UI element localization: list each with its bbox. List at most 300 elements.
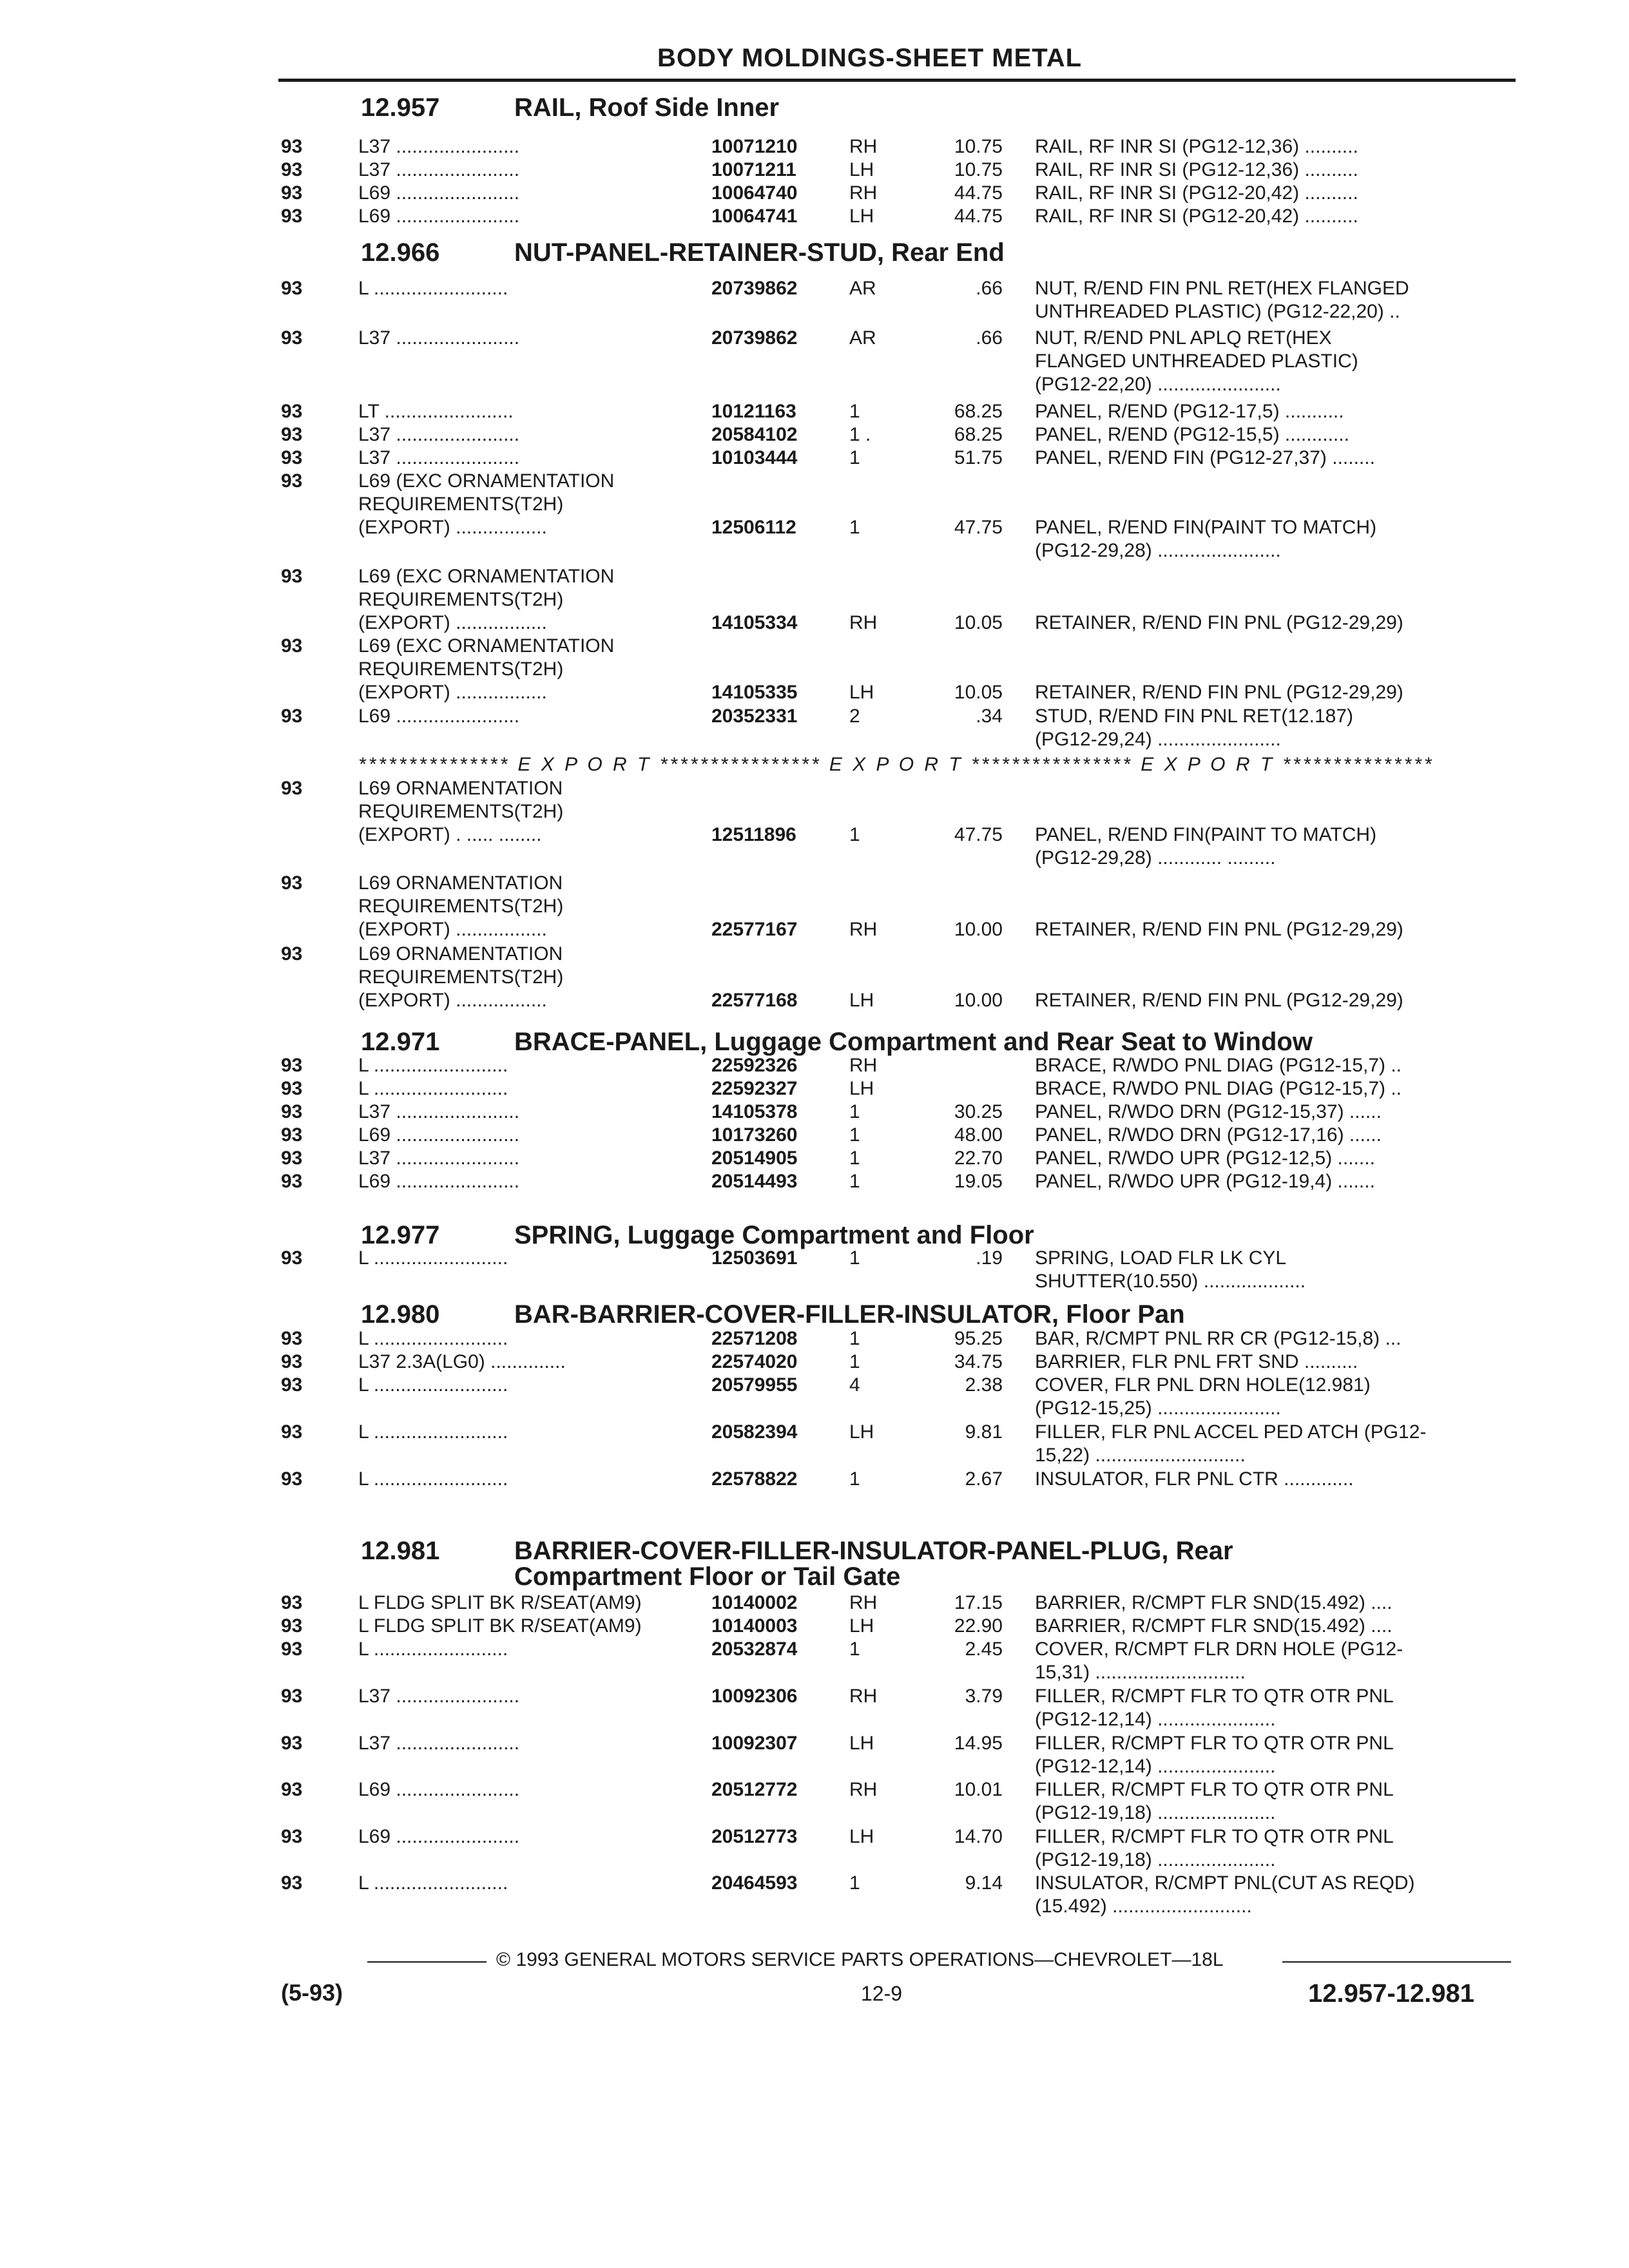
section-title-continued: Compartment Floor or Tail Gate	[514, 1562, 901, 1591]
export-banner: *************** E X P O R T **************** E X P O R T **************** E X P O R T ***************	[358, 754, 1434, 775]
price: 10.00	[954, 919, 1003, 940]
vehicle-application-line: L .........................	[358, 1078, 508, 1099]
part-name-line: PANEL, R/WDO DRN (PG12-17,16) ......	[1035, 1124, 1382, 1146]
vehicle-application	[358, 1350, 719, 1374]
part-number: 22574020	[711, 1351, 798, 1372]
quantity: RH	[849, 182, 878, 204]
price: 34.75	[954, 1351, 1003, 1372]
vehicle-application-line: REQUIREMENTS(T2H)	[358, 589, 564, 610]
part-name	[1035, 1778, 1512, 1825]
part-name-line: COVER, R/CMPT FLR DRN HOLE (PG12-	[1035, 1639, 1403, 1660]
vehicle-application-line: L69 .......................	[358, 1171, 520, 1192]
vehicle-application-line: L FLDG SPLIT BK R/SEAT(AM9)	[358, 1592, 642, 1613]
vehicle-application-line: L .........................	[358, 1328, 508, 1349]
part-name-line: 15,22) ............................	[1035, 1445, 1246, 1466]
part-name-line: PANEL, R/END FIN (PG12-27,37) ........	[1035, 447, 1375, 468]
model-year: 93	[281, 1592, 303, 1613]
vehicle-application-line: REQUIREMENTS(T2H)	[358, 966, 564, 988]
vehicle-application	[358, 1247, 719, 1270]
model-year: 93	[281, 872, 303, 894]
part-number: 22577167	[711, 919, 798, 940]
quantity: LH	[849, 1078, 874, 1099]
vehicle-application-line: REQUIREMENTS(T2H)	[358, 896, 564, 917]
quantity: 4	[849, 1374, 860, 1396]
quantity: LH	[849, 206, 874, 227]
section-title: BAR-BARRIER-COVER-FILLER-INSULATOR, Floor Pan	[514, 1300, 1185, 1329]
vehicle-application-line: L69 .......................	[358, 706, 520, 727]
part-name-line: INSULATOR, R/CMPT PNL(CUT AS REQD)	[1035, 1872, 1415, 1894]
price: 10.00	[954, 990, 1003, 1011]
model-year: 93	[281, 943, 303, 965]
part-name-line: COVER, FLR PNL DRN HOLE(12.981)	[1035, 1374, 1371, 1396]
part-name-line: INSULATOR, FLR PNL CTR .............	[1035, 1468, 1354, 1490]
price: .66	[976, 327, 1003, 349]
part-name-line: NUT, R/END PNL APLQ RET(HEX	[1035, 327, 1332, 349]
vehicle-application-line: L69 ORNAMENTATION	[358, 778, 563, 799]
model-year: 93	[281, 1148, 303, 1169]
vehicle-application	[358, 1170, 719, 1193]
vehicle-application	[358, 1615, 719, 1638]
part-name-line: FILLER, R/CMPT FLR TO QTR OTR PNL	[1035, 1779, 1394, 1800]
part-number: 10092306	[711, 1686, 798, 1707]
part-name	[1035, 1147, 1512, 1170]
model-year: 93	[281, 1779, 303, 1800]
price: 2.45	[965, 1639, 1003, 1660]
part-number: 20352331	[711, 706, 798, 727]
part-number: 20514905	[711, 1148, 798, 1169]
part-name-line: BRACE, R/WDO PNL DIAG (PG12-15,7) ..	[1035, 1078, 1402, 1099]
model-year: 93	[281, 447, 303, 468]
vehicle-application	[358, 1778, 719, 1802]
part-name	[1035, 277, 1512, 323]
part-name	[1035, 918, 1512, 941]
model-year: 93	[281, 1101, 303, 1122]
part-name-line: FILLER, R/CMPT FLR TO QTR OTR PNL	[1035, 1686, 1394, 1707]
footer-rule-right	[1282, 1961, 1511, 1963]
part-name-line: FILLER, R/CMPT FLR TO QTR OTR PNL	[1035, 1826, 1394, 1847]
price: 48.00	[954, 1124, 1003, 1146]
part-number: 20582394	[711, 1421, 798, 1443]
section-title: SPRING, Luggage Compartment and Floor	[514, 1221, 1034, 1249]
model-year: 93	[281, 778, 303, 799]
part-number: 10173260	[711, 1124, 798, 1146]
price: 47.75	[954, 517, 1003, 538]
vehicle-application	[358, 1077, 719, 1100]
vehicle-application-line: REQUIREMENTS(T2H)	[358, 494, 564, 515]
part-name-line: RAIL, RF INR SI (PG12-12,36) ..........	[1035, 159, 1358, 180]
price: 44.75	[954, 182, 1003, 204]
section-title: BRACE-PANEL, Luggage Compartment and Rear Seat to Window	[514, 1028, 1313, 1056]
part-name	[1035, 705, 1512, 751]
part-name-line: RAIL, RF INR SI (PG12-20,42) ..........	[1035, 206, 1358, 227]
part-name	[1035, 516, 1512, 562]
part-name	[1035, 1825, 1512, 1872]
part-name	[1035, 1124, 1512, 1147]
vehicle-application-line: L69 (EXC ORNAMENTATION	[358, 470, 615, 492]
quantity: AR	[849, 278, 876, 299]
price: 10.01	[954, 1779, 1003, 1800]
model-year: 93	[281, 1247, 303, 1269]
part-name-line: (PG12-12,14) ......................	[1035, 1756, 1276, 1777]
part-number: 14105334	[711, 612, 798, 633]
model-year: 93	[281, 1124, 303, 1146]
price: 10.75	[954, 159, 1003, 180]
vehicle-application-line: L37 .......................	[358, 1733, 520, 1754]
vehicle-application-line: L .........................	[358, 1055, 508, 1076]
vehicle-application	[358, 1468, 719, 1491]
part-name	[1035, 989, 1512, 1012]
part-name-line: FLANGED UNTHREADED PLASTIC)	[1035, 351, 1358, 372]
part-name-line: BAR, R/CMPT PNL RR CR (PG12-15,8) ...	[1035, 1328, 1402, 1349]
vehicle-application	[358, 1685, 719, 1708]
part-number: 20739862	[711, 327, 798, 349]
part-name-line: (PG12-29,24) .......................	[1035, 729, 1281, 750]
price: 10.05	[954, 682, 1003, 703]
part-name	[1035, 611, 1512, 635]
part-name-line: PANEL, R/WDO UPR (PG12-12,5) .......	[1035, 1148, 1375, 1169]
part-name-line: SPRING, LOAD FLR LK CYL	[1035, 1247, 1287, 1269]
vehicle-application	[358, 1421, 719, 1444]
price: 10.75	[954, 136, 1003, 157]
part-number: 10071211	[711, 159, 796, 180]
model-year: 93	[281, 327, 303, 349]
part-name	[1035, 1638, 1512, 1684]
part-name	[1035, 182, 1512, 205]
part-name	[1035, 423, 1512, 447]
vehicle-application-line: (EXPORT) .................	[358, 612, 547, 633]
part-name-line: RETAINER, R/END FIN PNL (PG12-29,29)	[1035, 990, 1403, 1011]
part-number: 20739862	[711, 278, 798, 299]
part-name	[1035, 1100, 1512, 1124]
part-number: 10071210	[711, 136, 798, 157]
part-name-line: BRACE, R/WDO PNL DIAG (PG12-15,7) ..	[1035, 1055, 1402, 1076]
part-name-line: RETAINER, R/END FIN PNL (PG12-29,29)	[1035, 612, 1403, 633]
vehicle-application	[358, 1591, 719, 1615]
part-name	[1035, 1247, 1512, 1293]
vehicle-application	[358, 1374, 719, 1397]
vehicle-application-line: L69 (EXC ORNAMENTATION	[358, 635, 615, 657]
part-name	[1035, 447, 1512, 470]
part-number: 20512772	[711, 1779, 798, 1800]
model-year: 93	[281, 1055, 303, 1076]
model-year: 93	[281, 1171, 303, 1192]
vehicle-application-line: L69 .......................	[358, 1124, 520, 1146]
vehicle-application-line: L69 .......................	[358, 1779, 520, 1800]
vehicle-application	[358, 400, 719, 423]
vehicle-application	[358, 277, 719, 300]
part-number: 22577168	[711, 990, 798, 1011]
price: 2.38	[965, 1374, 1003, 1396]
part-name-line: BARRIER, FLR PNL FRT SND ..........	[1035, 1351, 1358, 1372]
part-name-line: NUT, R/END FIN PNL RET(HEX FLANGED	[1035, 278, 1409, 299]
model-year: 93	[281, 159, 303, 180]
part-name-line: PANEL, R/END FIN(PAINT TO MATCH)	[1035, 517, 1377, 538]
vehicle-application-line: L .........................	[358, 278, 508, 299]
section-number: 12.966	[361, 238, 440, 267]
part-name-line: (PG12-12,14) ......................	[1035, 1709, 1276, 1730]
vehicle-application-line: L69 .......................	[358, 1826, 520, 1847]
quantity: LH	[849, 1615, 874, 1637]
model-year: 93	[281, 1686, 303, 1707]
part-name-line: (15.492) ..........................	[1035, 1896, 1252, 1917]
model-year: 93	[281, 635, 303, 657]
price: 9.81	[965, 1421, 1003, 1443]
part-name	[1035, 1350, 1512, 1374]
quantity: 1	[849, 1124, 860, 1146]
price: 19.05	[954, 1171, 1003, 1192]
quantity: 1	[849, 1171, 860, 1192]
model-year: 93	[281, 206, 303, 227]
vehicle-application	[358, 182, 719, 205]
vehicle-application-line: (EXPORT) .................	[358, 682, 547, 703]
quantity: 1	[849, 1351, 860, 1372]
part-name	[1035, 400, 1512, 423]
vehicle-application-line: L37 .......................	[358, 159, 520, 180]
vehicle-application	[358, 1100, 719, 1124]
part-number: 10103444	[711, 447, 798, 468]
part-number: 20464593	[711, 1872, 798, 1894]
vehicle-application-line: L .........................	[358, 1247, 508, 1269]
part-name	[1035, 1685, 1512, 1731]
vehicle-application-line: L .........................	[358, 1421, 508, 1443]
part-number: 20514493	[711, 1171, 798, 1192]
vehicle-application	[358, 1054, 719, 1077]
quantity: LH	[849, 159, 874, 180]
model-year: 93	[281, 1421, 303, 1443]
section-number: 12.981	[361, 1537, 440, 1565]
part-name-line: PANEL, R/WDO UPR (PG12-19,4) .......	[1035, 1171, 1375, 1192]
price: 68.25	[954, 424, 1003, 445]
vehicle-application	[358, 777, 719, 847]
model-year: 93	[281, 1826, 303, 1847]
part-number: 14105335	[711, 682, 798, 703]
part-number: 12511896	[711, 824, 796, 845]
quantity: 1	[849, 1639, 860, 1660]
part-number: 12506112	[711, 517, 796, 538]
part-name-line: STUD, R/END FIN PNL RET(12.187)	[1035, 706, 1353, 727]
part-name-line: UNTHREADED PLASTIC) (PG12-22,20) ..	[1035, 301, 1400, 322]
quantity: RH	[849, 136, 878, 157]
part-name	[1035, 1054, 1512, 1077]
vehicle-application-line: L37 .......................	[358, 447, 520, 468]
part-name-line: BARRIER, R/CMPT FLR SND(15.492) ....	[1035, 1592, 1393, 1613]
footer-rule-left	[367, 1961, 487, 1963]
price: 68.25	[954, 401, 1003, 422]
quantity: 2	[849, 706, 860, 727]
quantity: LH	[849, 1733, 874, 1754]
part-name-line: FILLER, FLR PNL ACCEL PED ATCH (PG12-	[1035, 1421, 1427, 1443]
quantity: 1	[849, 1148, 860, 1169]
model-year: 93	[281, 1374, 303, 1396]
vehicle-application	[358, 327, 719, 350]
vehicle-application	[358, 1147, 719, 1170]
quantity: RH	[849, 1779, 878, 1800]
vehicle-application-line: (EXPORT) . ..... ........	[358, 824, 542, 845]
quantity: 1	[849, 517, 860, 538]
part-name-line: PANEL, R/WDO DRN (PG12-15,37) ......	[1035, 1101, 1382, 1122]
price: 14.70	[954, 1826, 1003, 1847]
part-number: 10064741	[711, 206, 798, 227]
part-name-line: PANEL, R/END FIN(PAINT TO MATCH)	[1035, 824, 1377, 845]
part-number: 20532874	[711, 1639, 798, 1660]
price: 14.95	[954, 1733, 1003, 1754]
part-name-line: SHUTTER(10.550) ...................	[1035, 1271, 1306, 1292]
quantity: AR	[849, 327, 876, 349]
vehicle-application	[358, 159, 719, 182]
vehicle-application-line: L37 .......................	[358, 1101, 520, 1122]
price: 51.75	[954, 447, 1003, 468]
part-name	[1035, 1615, 1512, 1638]
part-name	[1035, 1732, 1512, 1778]
quantity: 1	[849, 1328, 860, 1349]
quantity: LH	[849, 682, 874, 703]
part-number: 20584102	[711, 424, 798, 445]
part-number: 10121163	[711, 401, 796, 422]
part-name	[1035, 1872, 1512, 1918]
part-number: 22592327	[711, 1078, 798, 1099]
model-year: 93	[281, 470, 303, 492]
part-name-line: PANEL, R/END (PG12-15,5) ............	[1035, 424, 1349, 445]
part-name-line: (PG12-29,28) .......................	[1035, 540, 1281, 561]
part-name	[1035, 135, 1512, 159]
vehicle-application	[358, 205, 719, 228]
vehicle-application	[358, 1638, 719, 1661]
quantity: 1	[849, 1468, 860, 1490]
vehicle-application-line: L69 .......................	[358, 182, 520, 204]
price: 95.25	[954, 1328, 1003, 1349]
vehicle-application	[358, 943, 719, 1012]
part-name-line: RAIL, RF INR SI (PG12-20,42) ..........	[1035, 182, 1358, 204]
vehicle-application	[358, 1825, 719, 1849]
section-number: 12.957	[361, 93, 440, 122]
quantity: RH	[849, 919, 878, 940]
quantity: RH	[849, 1055, 878, 1076]
part-name	[1035, 1327, 1512, 1350]
quantity: RH	[849, 1686, 878, 1707]
vehicle-application	[358, 1732, 719, 1755]
part-name-line: (PG12-19,18) ......................	[1035, 1849, 1276, 1870]
part-number: 10140003	[711, 1615, 798, 1637]
vehicle-application	[358, 1327, 719, 1350]
model-year: 93	[281, 1639, 303, 1660]
part-name	[1035, 1170, 1512, 1193]
vehicle-application-line: L37 .......................	[358, 1148, 520, 1169]
model-year: 93	[281, 1733, 303, 1754]
part-name	[1035, 823, 1512, 870]
vehicle-application-line: L37 .......................	[358, 136, 520, 157]
model-year: 93	[281, 401, 303, 422]
vehicle-application	[358, 635, 719, 704]
part-number: 22578822	[711, 1468, 798, 1490]
page-title: BODY MOLDINGS-SHEET METAL	[657, 44, 1083, 72]
vehicle-application-line: L37 2.3A(LG0) ..............	[358, 1351, 566, 1372]
model-year: 93	[281, 1872, 303, 1894]
part-name	[1035, 1421, 1512, 1467]
part-name	[1035, 1468, 1512, 1491]
part-name-line: (PG12-19,18) ......................	[1035, 1802, 1276, 1823]
vehicle-application-line: LT ........................	[358, 401, 514, 422]
vehicle-application-line: L37 .......................	[358, 1686, 520, 1707]
vehicle-application	[358, 135, 719, 159]
quantity: 1	[849, 1872, 860, 1894]
vehicle-application-line: L .........................	[358, 1639, 508, 1660]
footer-section-range: 12.957-12.981	[1308, 1979, 1475, 2008]
vehicle-application	[358, 705, 719, 728]
quantity: 1	[849, 1101, 860, 1122]
model-year: 93	[281, 1328, 303, 1349]
quantity: LH	[849, 990, 874, 1011]
price: .19	[976, 1247, 1003, 1269]
quantity: 1 .	[849, 424, 871, 445]
vehicle-application-line: L69 ORNAMENTATION	[358, 872, 563, 894]
vehicle-application	[358, 872, 719, 941]
model-year: 93	[281, 706, 303, 727]
part-name	[1035, 327, 1512, 396]
price: 9.14	[965, 1872, 1003, 1894]
part-number: 10064740	[711, 182, 798, 204]
vehicle-application-line: REQUIREMENTS(T2H)	[358, 658, 564, 680]
header-rule	[278, 79, 1516, 82]
section-number: 12.980	[361, 1300, 440, 1329]
part-number: 22592326	[711, 1055, 798, 1076]
vehicle-application-line: L .........................	[358, 1468, 508, 1490]
model-year: 93	[281, 278, 303, 299]
part-name-line: 15,31) ............................	[1035, 1662, 1246, 1683]
part-name-line: (PG12-29,28) ............ .........	[1035, 847, 1276, 869]
part-name-line: RAIL, RF INR SI (PG12-12,36) ..........	[1035, 136, 1358, 157]
vehicle-application-line: L .........................	[358, 1374, 508, 1396]
section-title: NUT-PANEL-RETAINER-STUD, Rear End	[514, 238, 1005, 267]
vehicle-application-line: L69 ORNAMENTATION	[358, 943, 563, 965]
section-title: BARRIER-COVER-FILLER-INSULATOR-PANEL-PLUG, Rear	[514, 1537, 1233, 1565]
model-year: 93	[281, 1351, 303, 1372]
price: 30.25	[954, 1101, 1003, 1122]
vehicle-application	[358, 470, 719, 539]
price: .34	[976, 706, 1003, 727]
model-year: 93	[281, 424, 303, 445]
part-name	[1035, 1591, 1512, 1615]
vehicle-application	[358, 447, 719, 470]
price: .66	[976, 278, 1003, 299]
part-name-line: FILLER, R/CMPT FLR TO QTR OTR PNL	[1035, 1733, 1394, 1754]
part-name	[1035, 1374, 1512, 1420]
price: 3.79	[965, 1686, 1003, 1707]
footer-copyright: © 1993 GENERAL MOTORS SERVICE PARTS OPERATIONS—CHEVROLET—18L	[496, 1949, 1224, 1970]
vehicle-application-line: (EXPORT) .................	[358, 919, 547, 940]
part-number: 12503691	[711, 1247, 798, 1269]
part-number: 14105378	[711, 1101, 798, 1122]
vehicle-application-line: L37 .......................	[358, 327, 520, 349]
vehicle-application-line: L FLDG SPLIT BK R/SEAT(AM9)	[358, 1615, 642, 1637]
quantity: LH	[849, 1826, 874, 1847]
model-year: 93	[281, 566, 303, 587]
price: 2.67	[965, 1468, 1003, 1490]
part-name	[1035, 159, 1512, 182]
part-name-line: (PG12-22,20) .......................	[1035, 374, 1281, 395]
vehicle-application-line: (EXPORT) .................	[358, 990, 547, 1011]
vehicle-application	[358, 423, 719, 447]
footer-page-number: 12-9	[861, 1982, 903, 2005]
footer-date: (5-93)	[281, 1979, 343, 2006]
section-number: 12.971	[361, 1028, 440, 1056]
part-number: 22571208	[711, 1328, 798, 1349]
price: 22.70	[954, 1148, 1003, 1169]
quantity: RH	[849, 612, 878, 633]
vehicle-application	[358, 565, 719, 635]
part-number: 20512773	[711, 1826, 798, 1847]
model-year: 93	[281, 1468, 303, 1490]
vehicle-application-line: L69 .......................	[358, 206, 520, 227]
